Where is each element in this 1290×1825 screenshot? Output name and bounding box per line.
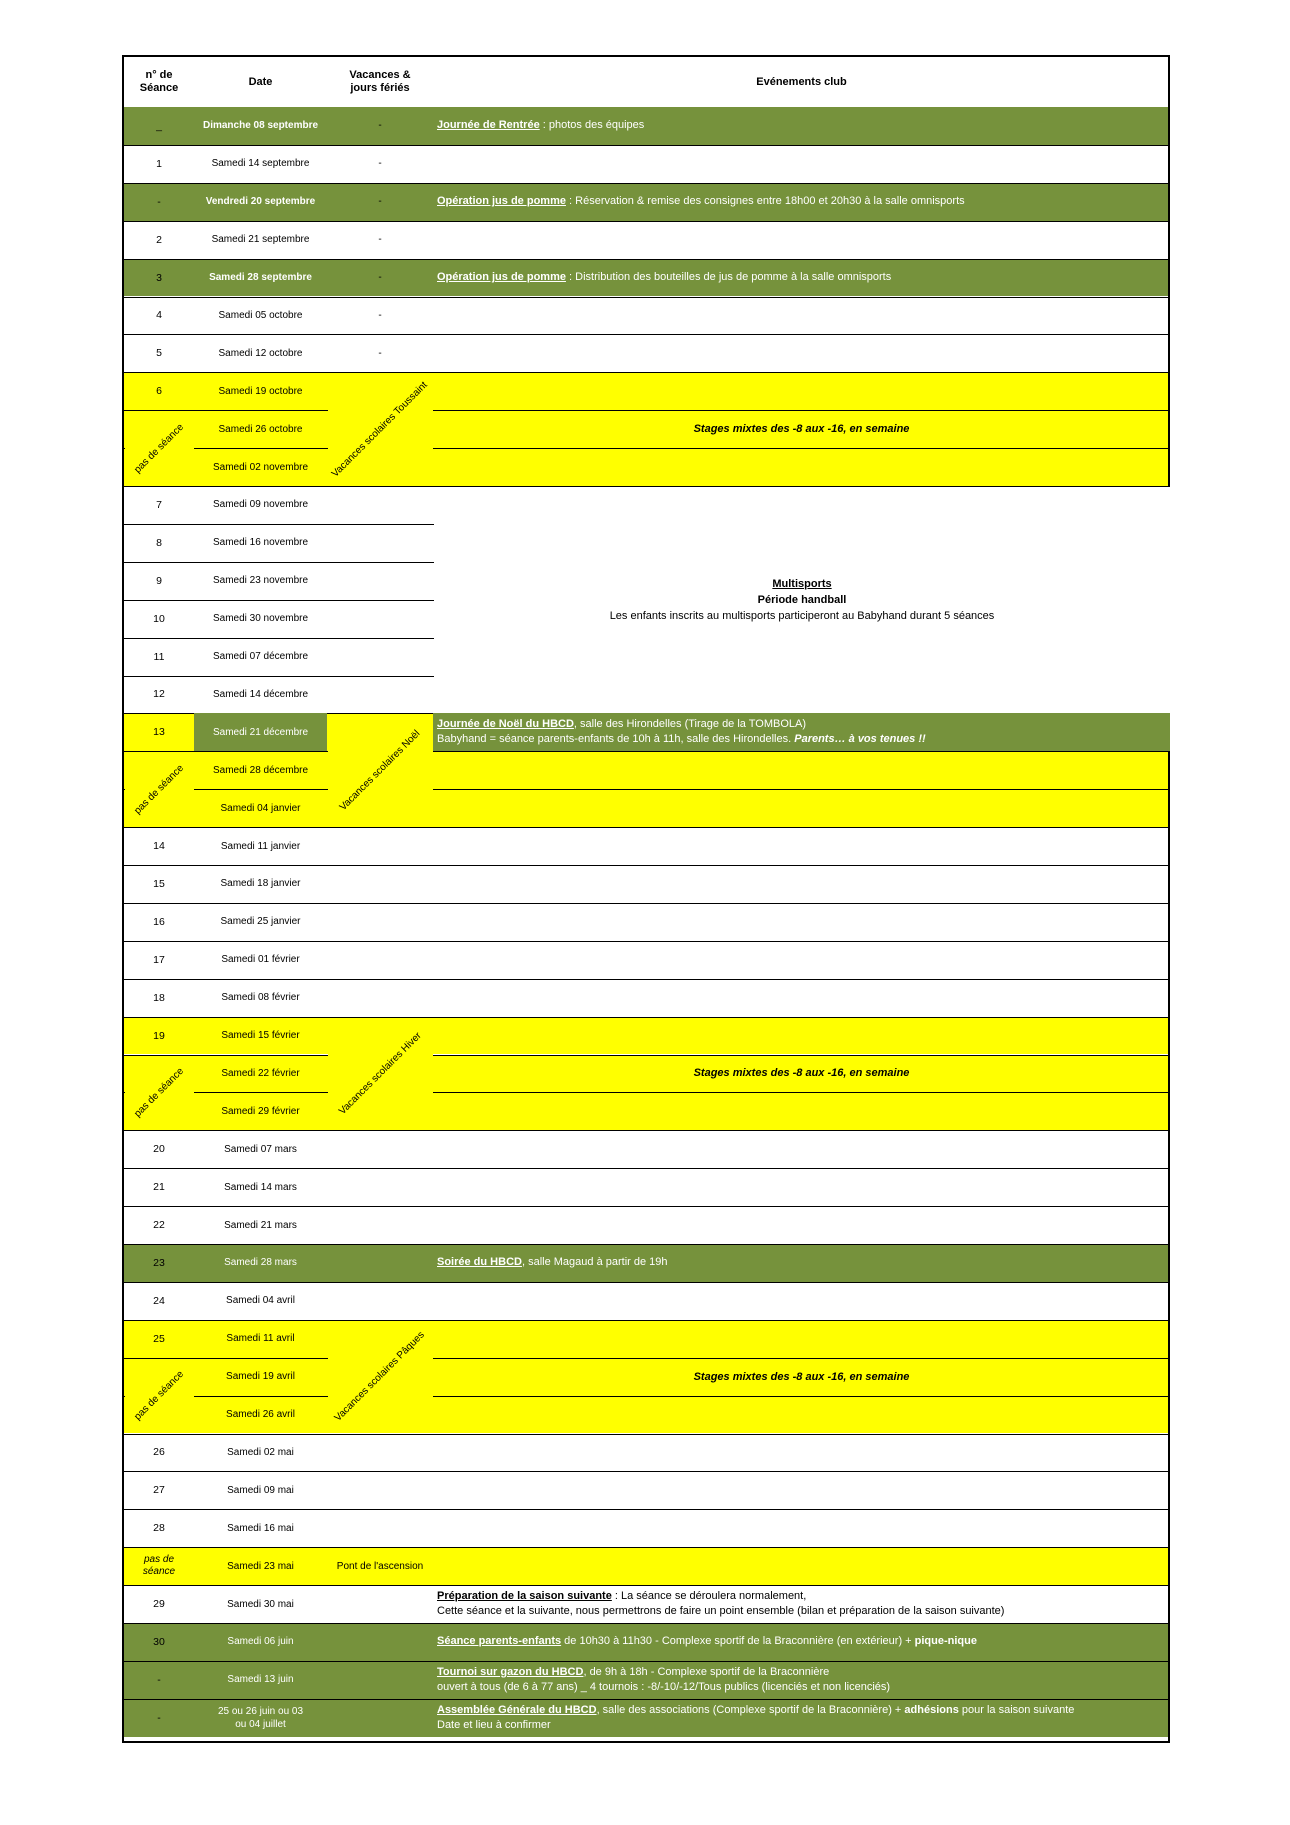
- seance-number-36: 27: [153, 1484, 165, 1497]
- session-date-42: 25 ou 26 juin ou 03 ou 04 juillet: [217, 1705, 304, 1730]
- session-date-27: Samedi 07 mars: [224, 1143, 297, 1155]
- vacances-value-38: Pont de l'ascension: [336, 1560, 424, 1572]
- vacances-label-toussaint: Vacances scolaires Toussaint: [330, 379, 431, 480]
- seance-number-31: 24: [153, 1294, 165, 1307]
- session-date-10: Samedi 09 novembre: [212, 499, 309, 511]
- seance-number-22: 17: [153, 953, 165, 966]
- seance-number-42: -: [157, 1711, 161, 1724]
- session-date-21: Samedi 25 janvier: [220, 916, 301, 928]
- stages-hiver: Stages mixtes des -8 aux -16, en semaine: [693, 1067, 910, 1080]
- seance-number-0: _: [156, 119, 162, 132]
- session-date-16: Samedi 21 décembre: [212, 726, 309, 738]
- event-ag: [433, 1699, 1170, 1737]
- vacances-value-4: -: [378, 272, 382, 284]
- session-date-8: Samedi 26 octobre: [218, 423, 303, 435]
- event-rentree-title: Journée de Rentrée: [437, 119, 540, 132]
- event-noel-line2-text: Babyhand = séance parents-enfants de 10h à 11h, salle des Hirondelles.: [437, 733, 795, 746]
- vacances-value-5: -: [378, 309, 382, 321]
- event-jus1-line1: [437, 194, 1170, 209]
- session-date-41: Samedi 13 juin: [227, 1674, 294, 1686]
- session-date-1: Samedi 14 septembre: [211, 158, 310, 170]
- event-prep: [433, 1585, 1170, 1623]
- session-date-18: Samedi 04 janvier: [220, 802, 301, 814]
- session-date-32: Samedi 11 avril: [226, 1333, 295, 1345]
- session-date-4: Samedi 28 septembre: [209, 272, 312, 284]
- multisports-title: Multisports: [772, 578, 832, 591]
- event-jus2: [433, 259, 1170, 297]
- session-date-20: Samedi 18 janvier: [220, 878, 301, 890]
- event-noel-title: Journée de Noël du HBCD: [437, 718, 574, 731]
- seance-number-12: 9: [156, 574, 162, 587]
- session-date-3: Samedi 21 septembre: [211, 234, 310, 246]
- seance-number-32: 25: [153, 1332, 165, 1345]
- session-date-9: Samedi 02 novembre: [212, 461, 309, 473]
- event-tournoi-line2: [437, 1680, 1170, 1695]
- pas-de-seance-label-paques: pas de séance: [132, 1368, 187, 1423]
- event-tournoi: [433, 1661, 1170, 1699]
- schedule-table: [122, 55, 1170, 1743]
- pas-de-seance-toussaint: [125, 411, 194, 486]
- event-tournoi-title: Tournoi sur gazon du HBCD: [437, 1665, 584, 1678]
- session-date-40: Samedi 06 juin: [227, 1636, 294, 1648]
- seance-number-13: 10: [153, 612, 165, 625]
- event-rentree-text: : photos des équipes: [539, 119, 645, 132]
- vacances-value-0: -: [378, 120, 382, 132]
- event-prep-line1: [437, 1589, 1170, 1604]
- event-tournoi-line1: [437, 1665, 1170, 1680]
- event-tournoi-text: , de 9h à 18h - Complexe sportif de la Braconnière: [583, 1665, 830, 1678]
- session-date-36: Samedi 09 mai: [227, 1484, 294, 1496]
- multisports-text: Les enfants inscrits au multisports participeront au Babyhand durant 5 séances: [609, 610, 995, 623]
- event-noel-line1: [437, 717, 1170, 732]
- event-soiree: [433, 1244, 1170, 1282]
- seance-number-41: -: [157, 1673, 161, 1686]
- session-date-6: Samedi 12 octobre: [218, 347, 303, 359]
- seance-number-14: 11: [153, 650, 165, 663]
- seance-number-24: 19: [153, 1029, 165, 1042]
- event-soiree-line1: [437, 1255, 1170, 1270]
- session-date-12: Samedi 23 novembre: [212, 575, 309, 587]
- stages-paques: Stages mixtes des -8 aux -16, en semaine: [693, 1370, 910, 1383]
- seance-number-11: 8: [156, 536, 162, 549]
- event-soiree-text: , salle Magaud à partir de 19h: [521, 1256, 668, 1269]
- event-rentree-line1: [437, 118, 1170, 133]
- session-date-7: Samedi 19 octobre: [218, 385, 303, 397]
- seance-number-6: 5: [156, 347, 162, 360]
- session-date-35: Samedi 02 mai: [227, 1446, 294, 1458]
- header-seance: n° de Séance: [139, 69, 179, 94]
- session-date-37: Samedi 16 mai: [227, 1522, 294, 1534]
- session-date-39: Samedi 30 mai: [227, 1598, 294, 1610]
- seance-number-20: 15: [153, 877, 165, 890]
- event-ag-bold: adhésions: [904, 1703, 959, 1716]
- seance-number-29: 22: [153, 1219, 165, 1232]
- pas-de-seance-paques: [125, 1359, 194, 1434]
- event-parents-title: Séance parents-enfants: [437, 1635, 562, 1648]
- session-date-33: Samedi 19 avril: [226, 1371, 295, 1383]
- event-noel-text: , salle des Hirondelles (Tirage de la TOMBOLA): [573, 718, 807, 731]
- event-prep-title: Préparation de la saison suivante: [437, 1590, 612, 1603]
- seance-number-1: 1: [156, 157, 162, 170]
- session-date-26: Samedi 29 février: [221, 1105, 300, 1117]
- multisports-subtitle: Période handball: [757, 594, 847, 607]
- session-date-19: Samedi 11 janvier: [220, 840, 301, 852]
- event-prep-line2-text: Cette séance et la suivante, nous permettrons de faire un point ensemble (bilan et préparation de la saison suivante): [437, 1605, 1005, 1618]
- session-date-11: Samedi 16 novembre: [212, 537, 309, 549]
- event-ag-text: , salle des associations (Complexe sportif de la Braconnière) +: [596, 1703, 905, 1716]
- seance-number-37: 28: [153, 1522, 165, 1535]
- seance-number-5: 4: [156, 309, 162, 322]
- seance-number-27: 20: [153, 1143, 165, 1156]
- seance-number-35: 26: [153, 1446, 165, 1459]
- vacances-label-noel: Vacances scolaires Noël: [337, 728, 423, 813]
- event-ag-line1: [437, 1703, 1170, 1718]
- event-jus2-text: : Distribution des bouteilles de jus de pomme à la salle omnisports: [565, 271, 892, 284]
- event-prep-line2: [437, 1604, 1170, 1619]
- seance-number-2: -: [157, 195, 161, 208]
- session-date-31: Samedi 04 avril: [226, 1295, 295, 1307]
- event-noel-line2-bold: Parents… à vos tenues !!: [794, 733, 926, 746]
- event-jus2-line1: [437, 270, 1170, 285]
- event-parents-line1: [437, 1634, 1170, 1649]
- event-soiree-title: Soirée du HBCD: [437, 1256, 522, 1269]
- seance-number-21: 16: [153, 915, 165, 928]
- event-prep-text: : La séance se déroulera normalement,: [611, 1590, 807, 1603]
- stages-toussaint: Stages mixtes des -8 aux -16, en semaine: [693, 423, 910, 436]
- seance-number-30: 23: [153, 1256, 165, 1269]
- event-ag-title: Assemblée Générale du HBCD: [437, 1703, 597, 1716]
- session-date-13: Samedi 30 novembre: [212, 613, 309, 625]
- event-noel: [433, 713, 1170, 751]
- session-date-29: Samedi 21 mars: [224, 1219, 297, 1231]
- session-date-14: Samedi 07 décembre: [212, 651, 309, 663]
- session-date-38: Samedi 23 mai: [227, 1560, 294, 1572]
- session-date-17: Samedi 28 décembre: [212, 764, 309, 776]
- header-events: Evénements club: [756, 75, 847, 88]
- session-date-34: Samedi 26 avril: [226, 1409, 295, 1421]
- vacances-cell-noel: [328, 714, 433, 827]
- vacances-value-3: -: [378, 234, 382, 246]
- pas-de-seance-label-hiver: pas de séance: [132, 1065, 187, 1120]
- header-date: Date: [248, 75, 273, 88]
- session-date-28: Samedi 14 mars: [224, 1181, 297, 1193]
- session-date-15: Samedi 14 décembre: [212, 688, 309, 700]
- pas-de-seance-label-toussaint: pas de séance: [132, 421, 187, 476]
- event-tournoi-line2-text: ouvert à tous (de 6 à 77 ans) _ 4 tournois : -8/-10/-12/Tous publics (licenciés et non licenciés): [437, 1680, 891, 1693]
- event-parents-text: de 10h30 à 11h30 - Complexe sportif de la Braconnière (en extérieur) +: [561, 1635, 915, 1648]
- event-ag-line2-text: Date et lieu à confirmer: [437, 1718, 551, 1731]
- seance-number-23: 18: [153, 991, 165, 1004]
- session-date-30: Samedi 28 mars: [224, 1257, 297, 1269]
- event-noel-line2: [437, 732, 1170, 747]
- vacances-label-hiver: Vacances scolaires Hiver: [336, 1030, 424, 1117]
- vacances-cell-hiver: [328, 1018, 433, 1131]
- session-date-23: Samedi 08 février: [221, 992, 300, 1004]
- seance-number-39: 29: [153, 1598, 165, 1611]
- session-date-22: Samedi 01 février: [221, 954, 300, 966]
- session-date-2: Vendredi 20 septembre: [205, 196, 316, 208]
- session-date-5: Samedi 05 octobre: [218, 309, 303, 321]
- seance-number-15: 12: [153, 688, 165, 701]
- multisports-block: [434, 487, 1170, 713]
- event-rentree: [433, 107, 1170, 145]
- seance-number-28: 21: [153, 1181, 165, 1194]
- vacances-label-paques: Vacances scolaires Pâques: [333, 1329, 428, 1424]
- event-jus1: [433, 183, 1170, 221]
- seance-number-10: 7: [156, 498, 162, 511]
- seance-number-3: 2: [156, 233, 162, 246]
- pas-de-seance-label-noel: pas de séance: [132, 762, 187, 817]
- seance-number-4: 3: [156, 271, 162, 284]
- vacances-cell-paques: [328, 1321, 433, 1434]
- event-jus2-title: Opération jus de pomme: [437, 271, 566, 284]
- event-jus1-text: : Réservation & remise des consignes entre 18h00 et 20h30 à la salle omnisports: [565, 195, 965, 208]
- event-ag-text2: pour la saison suivante: [958, 1703, 1075, 1716]
- vacances-value-2: -: [378, 196, 382, 208]
- pas-de-seance-hiver: [125, 1056, 194, 1131]
- session-date-0: Dimanche 08 septembre: [202, 120, 319, 132]
- seance-number-38: pas de séance: [142, 1554, 176, 1578]
- event-parents-bold: pique-nique: [914, 1635, 977, 1648]
- event-parents: [433, 1623, 1170, 1661]
- vacances-value-1: -: [378, 158, 382, 170]
- seance-number-16: 13: [153, 726, 165, 739]
- header-vacances: Vacances & jours fériés: [349, 69, 411, 94]
- vacances-value-6: -: [378, 347, 382, 359]
- session-date-25: Samedi 22 février: [221, 1067, 300, 1079]
- seance-number-40: 30: [153, 1635, 165, 1648]
- seance-number-19: 14: [153, 840, 165, 853]
- pas-de-seance-noel: [125, 752, 194, 827]
- vacances-cell-toussaint: [328, 373, 433, 486]
- event-ag-line2: [437, 1718, 1170, 1733]
- event-jus1-title: Opération jus de pomme: [437, 195, 566, 208]
- session-date-24: Samedi 15 février: [221, 1030, 300, 1042]
- seance-number-7: 6: [156, 385, 162, 398]
